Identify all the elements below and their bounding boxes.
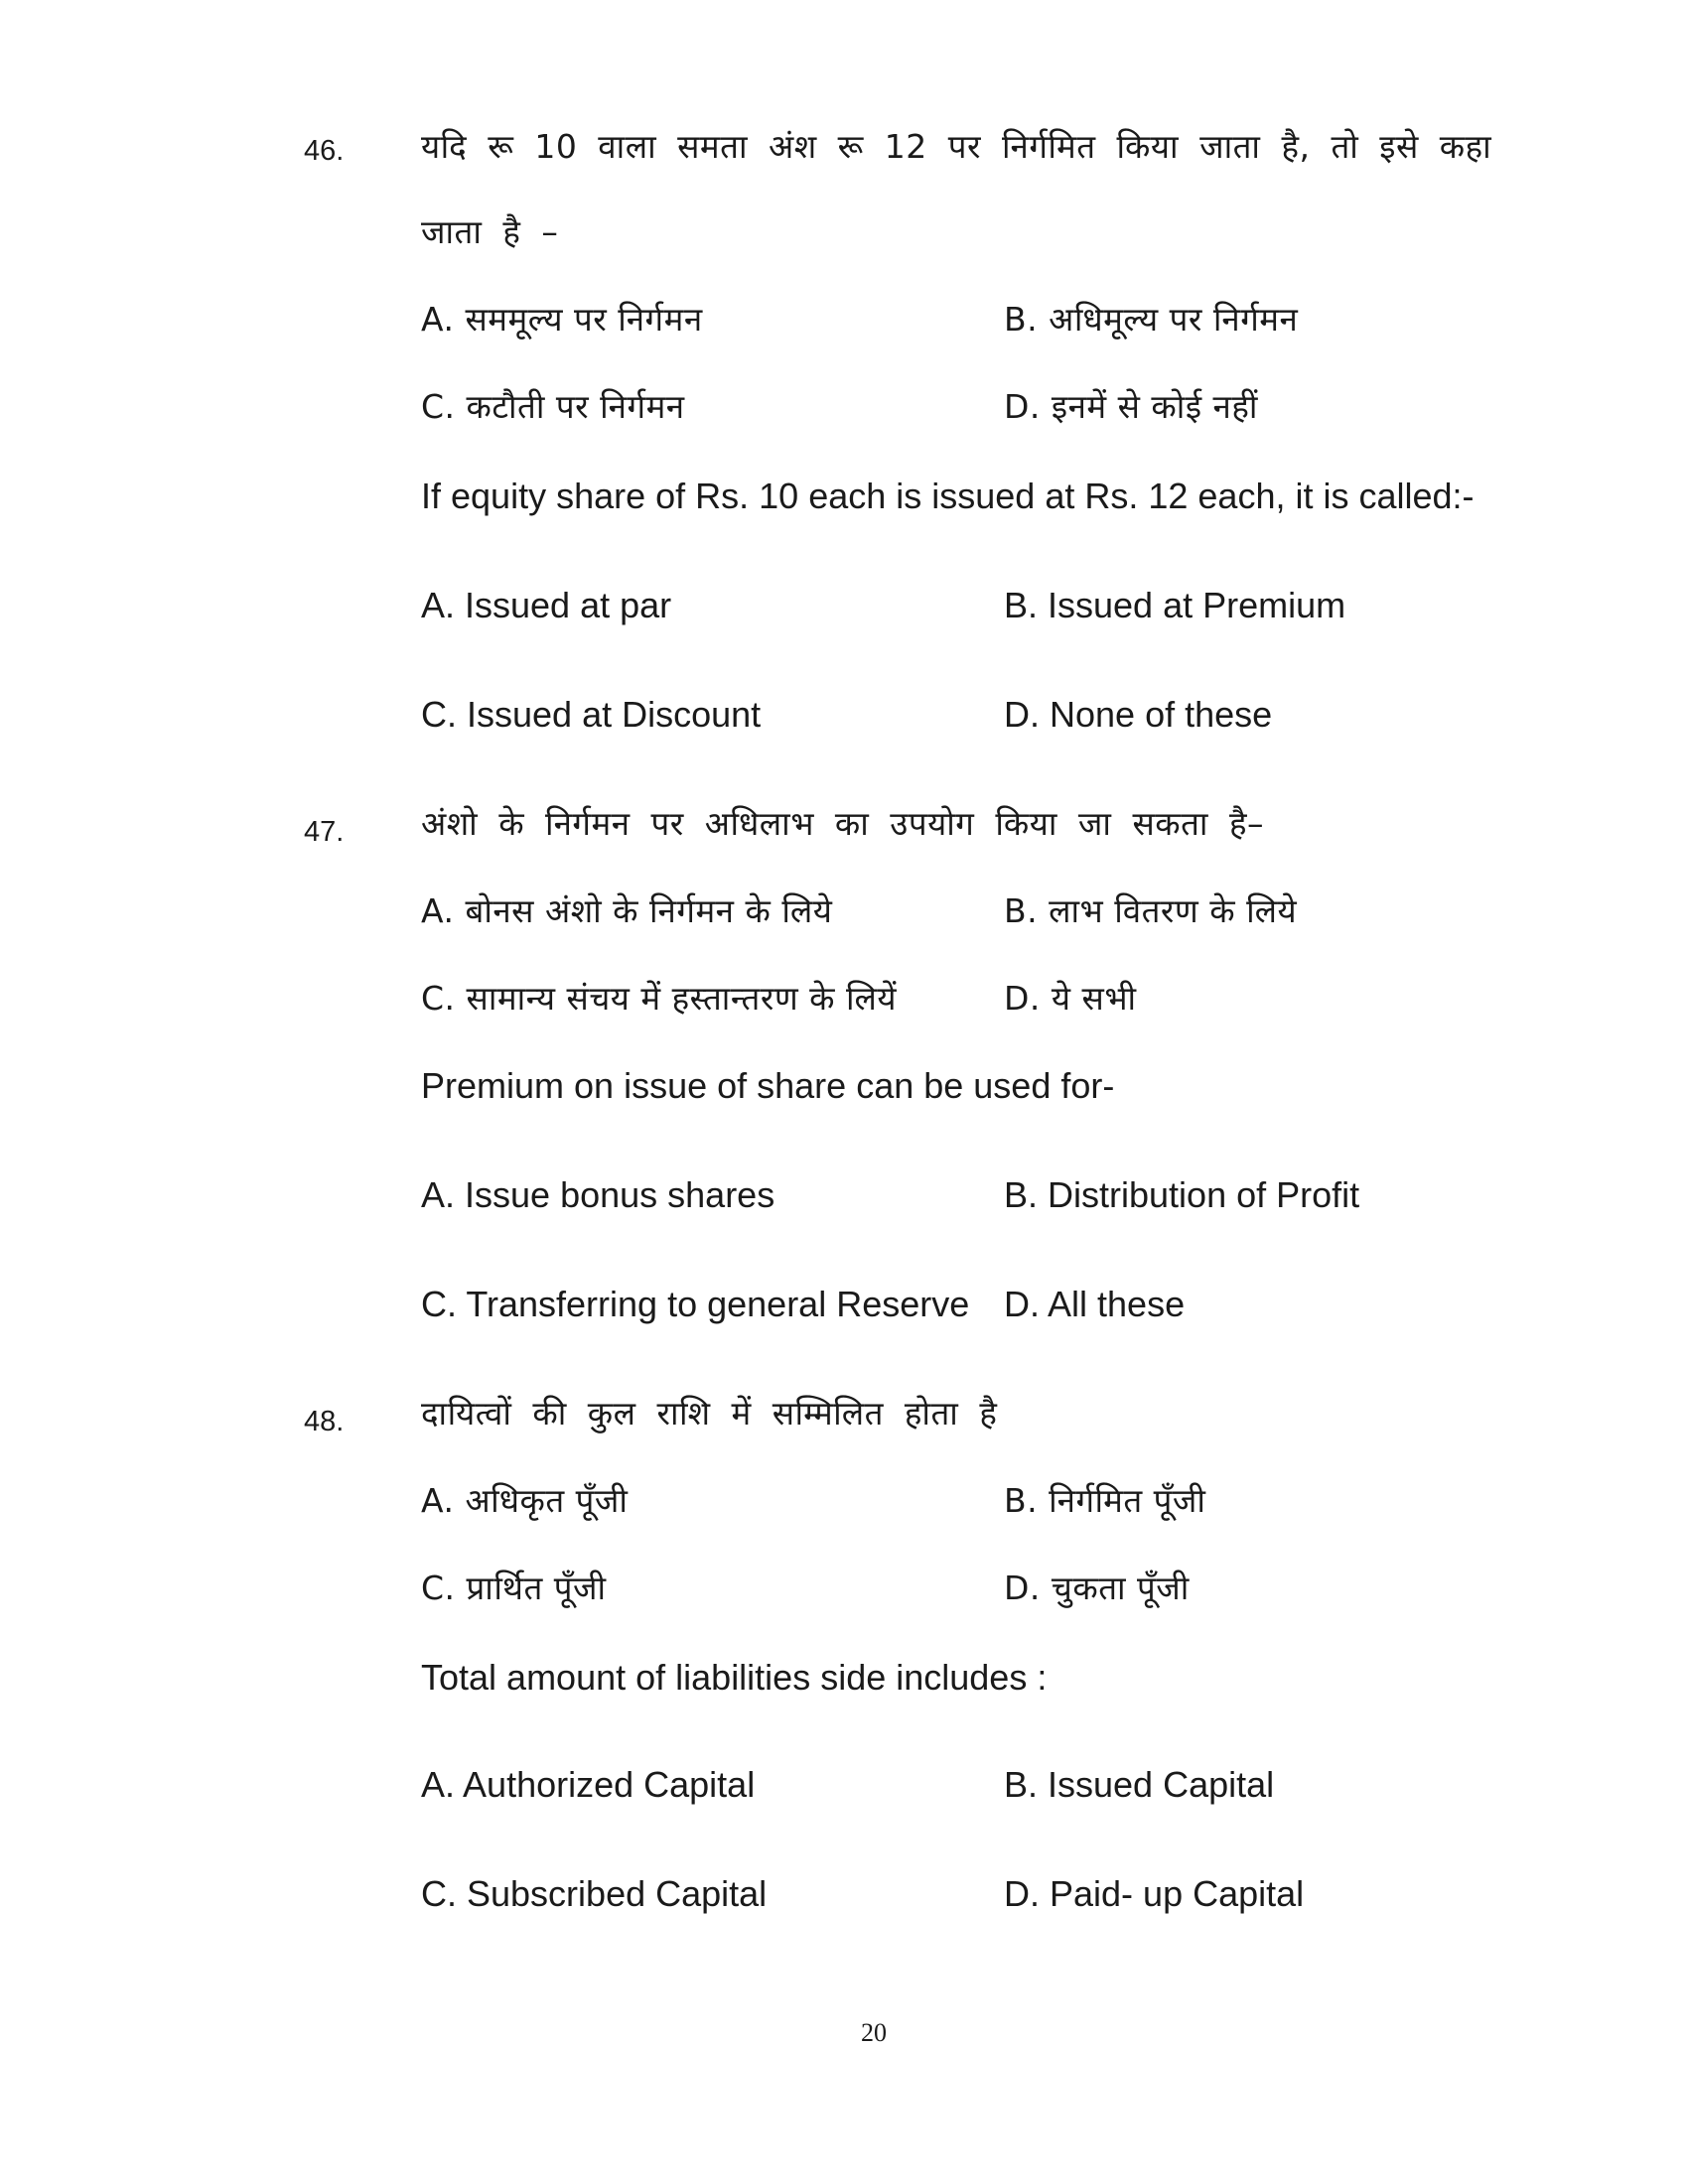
option-a-english: A. Issue bonus shares	[421, 1174, 775, 1215]
option-a-english: A. Authorized Capital	[421, 1764, 756, 1805]
option-d-english: D. Paid- up Capital	[1004, 1873, 1305, 1914]
question-text-english: If equity share of Rs. 10 each is issued at Rs. 12 each, it is called:-	[421, 476, 1475, 516]
option-c-hindi: C. कटौती पर निर्गमन	[421, 387, 685, 426]
option-b-hindi: B. निर्गमित पूँजी	[1004, 1481, 1206, 1520]
option-b-english: B. Distribution of Profit	[1004, 1174, 1360, 1215]
option-c-hindi: C. प्रार्थित पूँजी	[421, 1569, 607, 1607]
page-number: 20	[861, 2018, 887, 2047]
question-text-hindi: यदि रू 10 वाला समता अंश रू 12 पर निर्गमित किया जाता है, तो इसे कहा	[421, 127, 1492, 166]
option-b-english: B. Issued Capital	[1004, 1764, 1275, 1805]
question-text-hindi-continued: जाता है –	[421, 212, 559, 251]
option-a-hindi: A. सममूल्य पर निर्गमन	[421, 300, 703, 339]
option-d-hindi: D. चुकता पूँजी	[1004, 1569, 1190, 1607]
option-d-english: D. All these	[1004, 1284, 1186, 1324]
option-d-hindi: D. इनमें से कोई नहीं	[1004, 387, 1258, 426]
question-text-hindi: अंशो के निर्गमन पर अधिलाभ का उपयोग किया जा सकता है–	[421, 804, 1264, 843]
option-b-hindi: B. अधिमूल्य पर निर्गमन	[1004, 300, 1299, 339]
option-b-english: B. Issued at Premium	[1004, 585, 1346, 625]
option-a-hindi: A. अधिकृत पूँजी	[421, 1481, 629, 1520]
question-text-english: Total amount of liabilities side includes :	[421, 1657, 1048, 1698]
question-number: 47.	[304, 816, 345, 848]
option-b-hindi: B. लाभ वितरण के लिये	[1004, 891, 1298, 930]
option-c-english: C. Transferring to general Reserve	[421, 1284, 970, 1324]
question-text-hindi: दायित्वों की कुल राशि में सम्मिलित होता है	[421, 1394, 998, 1433]
option-c-english: C. Issued at Discount	[421, 694, 762, 735]
option-d-hindi: D. ये सभी	[1004, 979, 1137, 1018]
question-number: 46.	[304, 135, 345, 167]
question-number: 48.	[304, 1406, 345, 1437]
option-c-hindi: C. सामान्य संचय में हस्तान्तरण के लियें	[421, 979, 898, 1018]
option-d-english: D. None of these	[1004, 694, 1273, 735]
option-a-hindi: A. बोनस अंशो के निर्गमन के लिये	[421, 891, 833, 930]
question-text-english: Premium on issue of share can be used for-	[421, 1065, 1115, 1106]
option-a-english: A. Issued at par	[421, 585, 672, 625]
option-c-english: C. Subscribed Capital	[421, 1873, 768, 1914]
